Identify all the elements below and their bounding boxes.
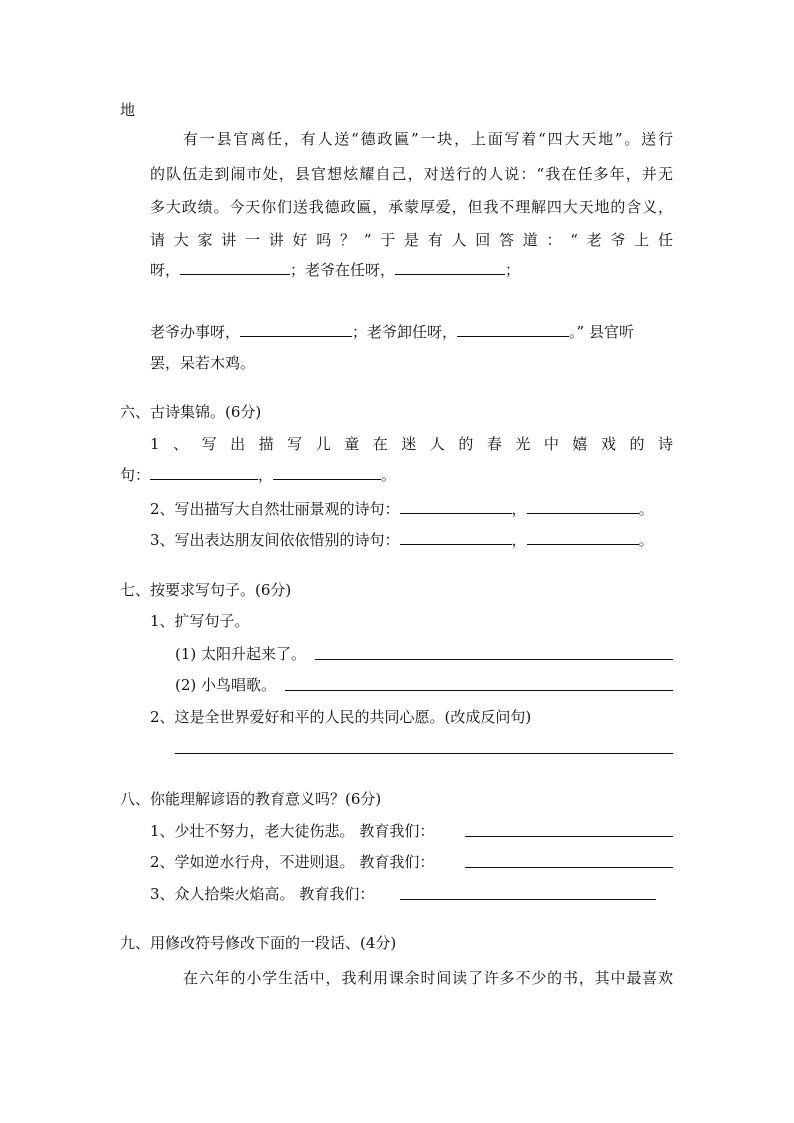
section-7-title: 七、按要求写句子。(6分) bbox=[120, 581, 292, 599]
passage-line-6 bbox=[150, 320, 634, 342]
section-6-q2-end: 。 bbox=[638, 500, 654, 518]
answer-blank-4[interactable] bbox=[457, 320, 569, 337]
answer-blank-2[interactable] bbox=[395, 258, 505, 275]
passage-line-5 bbox=[150, 258, 520, 280]
passage-line-5-a: 呀， bbox=[150, 261, 181, 279]
answer-blank-6-3b[interactable] bbox=[527, 528, 639, 545]
passage-line-6-b: ；老爷卸任呀， bbox=[352, 323, 458, 341]
passage-line-3: 多大政绩。今天你们送我德政匾，承蒙厚爱，但我不理解四大天地的含义， bbox=[150, 198, 673, 216]
section-9-paragraph-line-1: 在六年的小学生活中，我利用课余时间读了许多不少的书，其中最喜欢 bbox=[183, 969, 673, 987]
answer-line-8-1[interactable] bbox=[465, 820, 673, 837]
section-7-q2: 2、这是全世界爱好和平的人民的共同心愿。(改成反问句) bbox=[150, 708, 532, 726]
section-6-q3-text: 3、写出表达朋友间依依惜别的诗句： bbox=[150, 531, 400, 549]
passage-line-4: 请大家讲一讲好吗？”于是有人回答道：“老爷上任 bbox=[150, 231, 673, 249]
section-7-q1-2-text: (2) 小鸟唱歌。 bbox=[175, 676, 277, 694]
section-6-q3-end: 。 bbox=[638, 531, 654, 549]
passage-line-5-b: ；老爷在任呀， bbox=[290, 261, 396, 279]
section-6-q1-prefix: 句： bbox=[120, 466, 151, 484]
section-7-q1: 1、扩写句子。 bbox=[150, 612, 250, 630]
passage-line-0: 地 bbox=[120, 101, 136, 119]
section-6-q3 bbox=[150, 528, 654, 550]
section-8-q3: 3、众人拾柴火焰高。 教育我们： bbox=[150, 885, 375, 903]
section-6-q1-sep: ， bbox=[258, 466, 274, 484]
passage-line-2: 的队伍走到闹市处，县官想炫耀自己，对送行的人说：“我在任多年，并无 bbox=[150, 165, 673, 183]
section-6-q3-sep: ， bbox=[511, 531, 527, 549]
passage-line-5-c: ； bbox=[505, 261, 521, 279]
answer-blank-6-1b[interactable] bbox=[273, 463, 381, 480]
answer-line-7-2[interactable] bbox=[175, 737, 673, 754]
section-7-q1-2 bbox=[175, 674, 276, 696]
passage-line-6-a: 老爷办事呀， bbox=[150, 323, 241, 341]
section-6-q2-sep: ， bbox=[511, 500, 527, 518]
answer-blank-6-2a[interactable] bbox=[400, 497, 512, 514]
answer-blank-3[interactable] bbox=[240, 320, 352, 337]
section-6-q2 bbox=[150, 497, 654, 519]
answer-line-7-1-1[interactable] bbox=[315, 643, 673, 660]
section-7-q1-1 bbox=[175, 643, 306, 665]
section-6-q1-line-2 bbox=[120, 463, 396, 485]
section-8-q2: 2、学如逆水行舟，不进则退。 教育我们： bbox=[150, 853, 435, 871]
section-7-q1-1-text: (1) 太阳升起来了。 bbox=[175, 645, 307, 663]
answer-blank-6-1a[interactable] bbox=[150, 463, 258, 480]
passage-line-6-c: 。” 县官听 bbox=[569, 323, 634, 341]
answer-line-7-1-2[interactable] bbox=[285, 674, 673, 691]
section-6-q2-text: 2、写出描写大自然壮丽景观的诗句： bbox=[150, 500, 400, 518]
answer-line-8-3[interactable] bbox=[400, 883, 656, 900]
section-6-title: 六、古诗集锦。(6分) bbox=[120, 403, 262, 421]
answer-blank-6-3a[interactable] bbox=[400, 528, 512, 545]
section-6-q1-line-1: 1、写出描写儿童在迷人的春光中嬉戏的诗 bbox=[150, 435, 673, 453]
section-9-title: 九、用修改符号修改下面的一段话、(4分) bbox=[120, 934, 397, 952]
passage-line-1: 有一县官离任，有人送“德政匾”一块，上面写着“四大天地”。送行 bbox=[183, 130, 673, 148]
section-8-title: 八、你能理解谚语的教育意义吗？(6分) bbox=[120, 790, 382, 808]
section-6-q1-end: 。 bbox=[381, 466, 397, 484]
section-8-q1: 1、少壮不努力，老大徒伤悲。 教育我们： bbox=[150, 822, 435, 840]
answer-line-8-2[interactable] bbox=[465, 851, 673, 868]
answer-blank-6-2b[interactable] bbox=[527, 497, 639, 514]
passage-line-7: 罢，呆若木鸡。 bbox=[150, 354, 256, 372]
answer-blank-1[interactable] bbox=[180, 258, 290, 275]
